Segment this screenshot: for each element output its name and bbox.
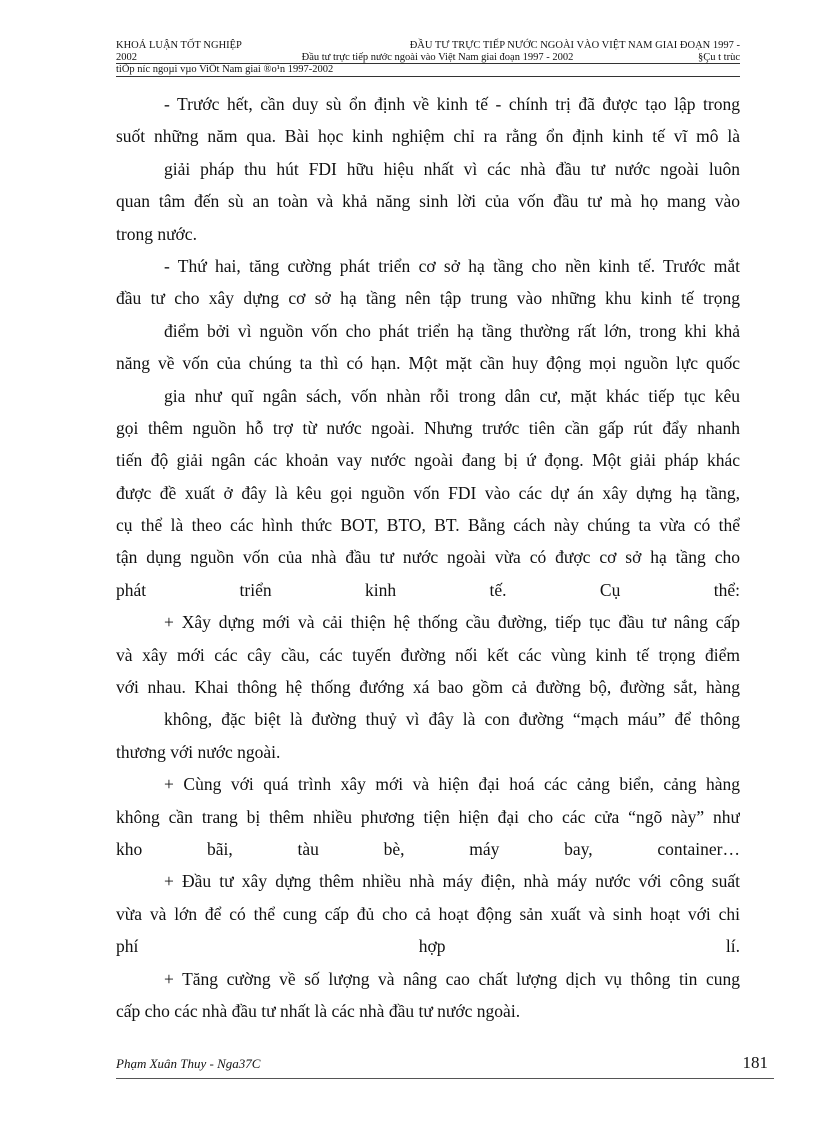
header-year: 2002 <box>116 52 137 63</box>
body-line: điểm bởi vì nguồn vốn cho phát triển hạ tầng thường rất lớn, trong khi khả <box>164 320 740 341</box>
page-number: 181 <box>742 1053 768 1072</box>
header-garbled-line: tiÕp níc ngoµi vµo ViÖt Nam giai ®o¹n 1997-2002 <box>116 64 334 75</box>
body-line: quan tâm đến sù an toàn và khả năng sinh lời của vốn đầu tư mà họ mang vào <box>116 191 740 212</box>
body-line: vừa và lớn để có thể cung cấp đủ cho cả hoạt động sản xuất và sinh hoạt với chi <box>116 903 740 924</box>
body-line: không, đặc biệt là đường thuỷ vì đây là con đường “mạch máu” để thông <box>164 709 740 730</box>
body-line: không cần trang bị thêm nhiều phương tiện hiện đại cho các cửa “ngõ này” như <box>116 806 740 827</box>
body-line: thương với nước ngoài. <box>116 741 281 762</box>
body-line: - Thứ hai, tăng cường phát triển cơ sở hạ tầng cho nền kinh tế. Trước mắt <box>164 255 740 276</box>
header-rule-2 <box>116 76 740 77</box>
header-line-1 <box>116 40 740 52</box>
body-line: và xây mới các cây cầu, các tuyến đường nối kết các vùng kinh tế trọng điểm <box>116 644 740 665</box>
body-line: năng về vốn của chúng ta thì có hạn. Một mặt cần huy động mọi nguồn lực quốc <box>116 353 740 374</box>
body-line: tiến độ giải ngân các khoản vay nước ngoài đang bị ứ đọng. Một giải pháp khác <box>116 450 740 471</box>
header-garbled-right: §Çu t trùc <box>698 52 740 63</box>
body-line: gọi thêm nguồn hỗ trợ từ nước ngoài. Nhưng trước tiên cần gấp rút đẩy nhanh <box>116 417 740 438</box>
body-line: trong nước. <box>116 223 197 244</box>
body-line: với nhau. Khai thông hệ thống đướng xá bao gồm cả đường bộ, đường sắt, hàng <box>116 677 740 698</box>
body-line: + Đầu tư xây dựng thêm nhiều nhà máy điện, nhà máy nước với công suất <box>164 871 740 892</box>
body-line: + Tăng cường về số lượng và nâng cao chất lượng dịch vụ thông tin cung <box>164 968 740 989</box>
body-line: phát triển kinh tế. Cụ thể: <box>116 579 740 600</box>
body-line: cấp cho các nhà đầu tư nhất là các nhà đầu tư nước ngoài. <box>116 1000 521 1021</box>
body-line: + Xây dựng mới và cải thiện hệ thống cầu đường, tiếp tục đầu tư nâng cấp <box>164 612 740 633</box>
body-line: phí hợp lí. <box>116 936 740 957</box>
body-line: kho bãi, tàu bè, máy bay, container… <box>116 838 740 859</box>
body-line: giải pháp thu hút FDI hữu hiệu nhất vì các nhà đầu tư nước ngoài luôn <box>164 158 740 179</box>
header-subtitle: Đầu tư trực tiếp nước ngoài vào Việt Nam giai đoạn 1997 - 2002 <box>301 52 574 63</box>
body-line: suốt những năm qua. Bài học kinh nghiệm chỉ ra rằng ổn định kinh tế vĩ mô là <box>116 126 740 147</box>
header-title: ĐẦU TƯ TRỰC TIẾP NƯỚC NGOÀI VÀO VIỆT NAM GIAI ĐOẠN 1997 - <box>409 40 740 51</box>
footer-rule <box>116 1078 774 1079</box>
body-line: cụ thể là theo các hình thức BOT, BTO, BT. Bằng cách này chúng ta vừa có thể <box>116 515 740 536</box>
document-body <box>116 88 740 1027</box>
header-thesis-label: KHOÁ LUẬN TỐT NGHIỆP <box>116 40 242 51</box>
body-line: + Cùng với quá trình xây mới và hiện đại hoá các cảng biển, cảng hàng <box>164 774 740 795</box>
body-line: tận dụng nguồn vốn của nhà đầu tư nước ngoài vừa có được cơ sở hạ tầng cho <box>116 547 740 568</box>
body-line: gia như quĩ ngân sách, vốn nhàn rỗi trong dân cư, mặt khác tiếp tục kêu <box>164 385 740 406</box>
page-footer <box>116 1053 768 1073</box>
footer-author: Phạm Xuân Thuy - Nga37C <box>116 1056 261 1071</box>
body-line: đầu tư cho xây dựng cơ sở hạ tầng nên tập trung vào những khu kinh tế trọng <box>116 288 740 309</box>
body-line: được đề xuất ở đây là kêu gọi nguồn vốn FDI vào các dự án xây dựng hạ tầng, <box>116 482 740 503</box>
body-line: - Trước hết, cần duy sù ổn định về kinh tế - chính trị đã được tạo lập trong <box>164 94 740 114</box>
